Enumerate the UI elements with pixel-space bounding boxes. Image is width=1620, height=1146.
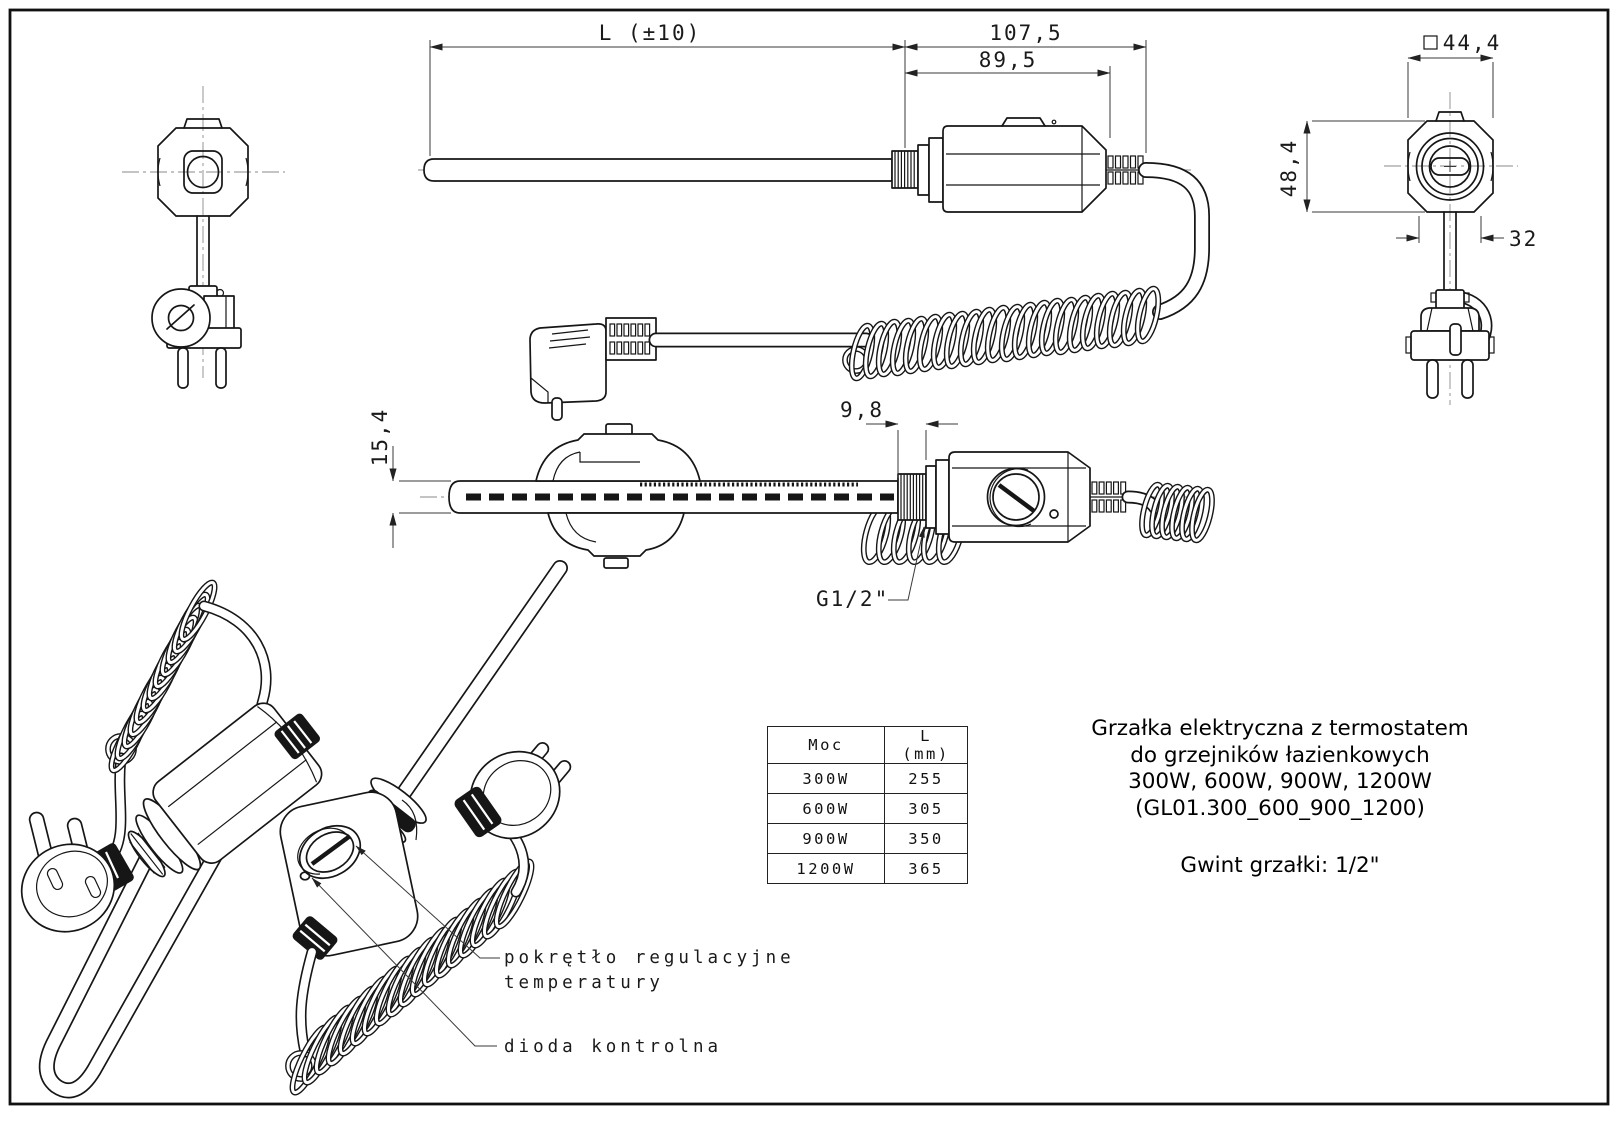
cell-power: 600W xyxy=(768,794,885,824)
extension-lines xyxy=(898,430,926,478)
heating-rod xyxy=(424,159,892,181)
thread-G12 xyxy=(898,474,926,520)
thread-section xyxy=(892,151,918,188)
dim-knob-diameter: 32 xyxy=(1509,227,1539,251)
col-header-length: L (mm) xyxy=(885,727,968,764)
dim-body-length: 89,5 xyxy=(978,48,1038,72)
coiled-cable xyxy=(845,287,1162,380)
union-ring xyxy=(936,460,949,534)
cell-power: 300W xyxy=(768,764,885,794)
led-top-dot xyxy=(1052,120,1056,124)
table-row xyxy=(768,794,968,824)
table-row xyxy=(768,854,968,884)
coil-right xyxy=(1138,483,1216,542)
dim-thread-length: 9,8 xyxy=(840,398,884,422)
dim-head-assembly: 107,5 xyxy=(989,21,1063,45)
table-header-row xyxy=(768,727,968,764)
temperature-knob xyxy=(988,469,1045,527)
title-line2: do grzejników łazienkowych xyxy=(1130,742,1430,768)
front-view xyxy=(1277,31,1538,405)
cable-collar xyxy=(1436,290,1464,310)
cell-power: 1200W xyxy=(768,854,885,884)
plug-pin-side xyxy=(552,398,562,420)
cell-length: 350 xyxy=(885,824,968,854)
title-block xyxy=(1075,716,1485,822)
title-line4: (GL01.300_600_900_1200) xyxy=(1135,795,1425,821)
dim-rod-diameter: 15,4 xyxy=(368,407,392,467)
plug-pin xyxy=(216,348,226,388)
power-length-table xyxy=(767,726,968,884)
dim-overall-length: L (±10) xyxy=(598,21,702,45)
col-header-power: Moc xyxy=(768,727,885,764)
isometric-view-b xyxy=(275,568,794,1096)
top-view xyxy=(418,21,1202,420)
cell-length: 255 xyxy=(885,764,968,794)
square-symbol-icon xyxy=(1424,36,1437,49)
side-view xyxy=(368,398,1216,611)
led-callout: dioda kontrolna xyxy=(504,1037,723,1057)
thermostat-body xyxy=(943,118,1106,212)
title-line1: Grzałka elektryczna z termostatem xyxy=(1091,716,1469,741)
plug-pin xyxy=(1462,360,1473,398)
union-ring xyxy=(929,138,943,202)
table-row xyxy=(768,764,968,794)
table-row xyxy=(768,824,968,854)
plug-pin xyxy=(1427,360,1438,398)
cable-lines xyxy=(1444,212,1456,291)
cell-power: 900W xyxy=(768,824,885,854)
rear-view xyxy=(122,86,285,388)
dim-head-width: 44,4 xyxy=(1442,31,1502,55)
title-line3: 300W, 600W, 900W, 1200W xyxy=(1128,769,1432,794)
plug-iso-b xyxy=(453,734,577,856)
dim-head-height: 48,4 xyxy=(1277,138,1301,198)
union-ring xyxy=(926,466,936,528)
plug-key-slot xyxy=(1450,324,1461,355)
thread-spec-label: G1/2" xyxy=(816,587,890,611)
cell-length: 305 xyxy=(885,794,968,824)
thread-note: Gwint grzałki: 1/2" xyxy=(1180,853,1380,878)
center-cross xyxy=(1444,161,1456,172)
union-ring xyxy=(918,145,929,195)
knob-top-profile xyxy=(1002,118,1045,126)
knob-callout-line2: temperatury xyxy=(504,973,664,993)
plug-strain-relief xyxy=(606,318,656,360)
plug-side-view xyxy=(530,318,656,420)
knob-callout-line1: pokrętło regulacyjne xyxy=(504,948,795,968)
plug-pin xyxy=(178,348,188,388)
cable-loop xyxy=(152,289,210,347)
cell-length: 365 xyxy=(885,854,968,884)
extension-lines xyxy=(1408,62,1493,118)
